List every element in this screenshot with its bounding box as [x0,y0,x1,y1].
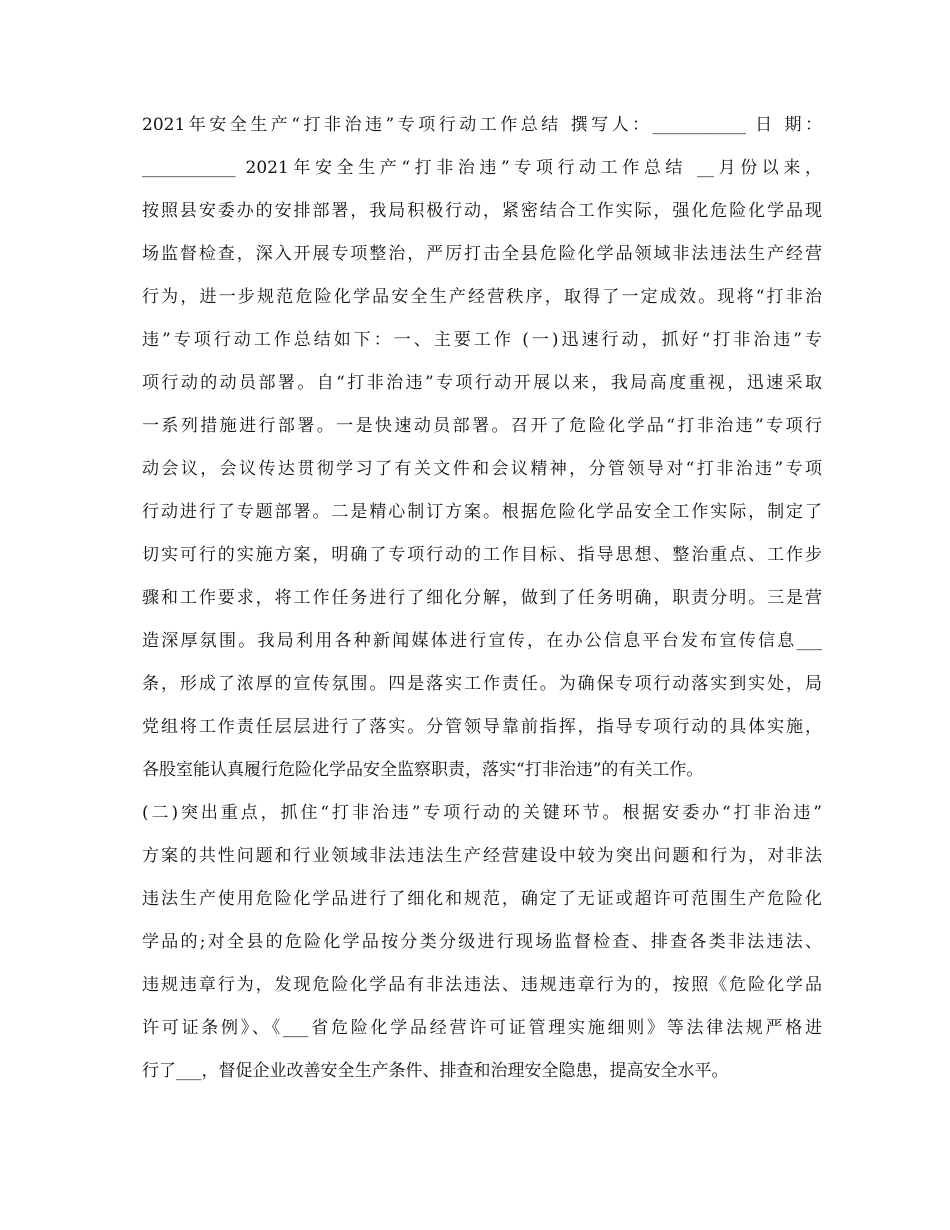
text-line-5: 行为，进一步规范危险化学品安全生产经营秩序，取得了一定成效。现将“打非治 [142,287,822,307]
text-line-3: 按照县安委办的安排部署，我局积极行动，紧密结合工作实际，强化危险化学品现 [142,201,822,221]
text-line-13: 造深厚氛围。我局利用各种新闻媒体进行宣传，在办公信息平台发布宣传信息___ [142,631,822,651]
text-line-8: 一系列措施进行部署。一是快速动员部署。召开了危险化学品“打非治违”专项行 [142,416,822,436]
text-line-16: 各股室能认真履行危险化学品安全监察职责，落实“打非治违”的有关工作。 [142,760,704,780]
text-line-4: 场监督检查，深入开展专项整治，严厉打击全县危险化学品领域非法违法生产经营 [142,244,822,264]
text-line-2: ___________ 2021年安全生产“打非治违”专项行动工作总结 __月份以来， [142,158,822,178]
text-line-20: 学品的;对全县的危险化学品按分类分级进行现场监督检查、排查各类非法违法、 [142,932,822,952]
text-line-22: 许可证条例》、《___省危险化学品经营许可证管理实施细则》等法律法规严格进 [142,1018,822,1038]
text-line-21: 违规违章行为，发现危险化学品有非法违法、违规违章行为的，按照《危险化学品 [142,975,822,995]
text-line-23: 行了___，督促企业改善安全生产条件、排查和治理安全隐患，提高安全水平。 [142,1061,729,1081]
text-line-11: 切实可行的实施方案，明确了专项行动的工作目标、指导思想、整治重点、工作步 [142,545,822,565]
text-line-17: (二)突出重点，抓住“打非治违”专项行动的关键环节。根据安委办“打非治违” [142,803,822,823]
text-line-9: 动会议，会议传达贯彻学习了有关文件和会议精神，分管领导对“打非治违”专项 [142,459,822,479]
text-line-12: 骤和工作要求，将工作任务进行了细化分解，做到了任务明确，职责分明。三是营 [142,588,822,608]
text-line-7: 项行动的动员部署。自“打非治违”专项行动开展以来，我局高度重视，迅速采取 [142,373,822,393]
text-line-14: 条，形成了浓厚的宣传氛围。四是落实工作责任。为确保专项行动落实到实处，局 [142,674,822,694]
text-line-10: 行动进行了专题部署。二是精心制订方案。根据危险化学品安全工作实际，制定了 [142,502,822,522]
text-line-6: 违”专项行动工作总结如下：一、主要工作 (一)迅速行动，抓好“打非治违”专 [142,330,822,350]
text-line-1: 2021年安全生产“打非治违”专项行动工作总结 撰写人：___________ 日 期： [142,115,822,135]
text-line-19: 违法生产使用危险化学品进行了细化和规范，确定了无证或超许可范围生产危险化 [142,889,822,909]
text-line-15: 党组将工作责任层层进行了落实。分管领导靠前指挥，指导专项行动的具体实施， [142,717,822,737]
text-line-18: 方案的共性问题和行业领域非法违法生产经营建设中较为突出问题和行为，对非法 [142,846,822,866]
